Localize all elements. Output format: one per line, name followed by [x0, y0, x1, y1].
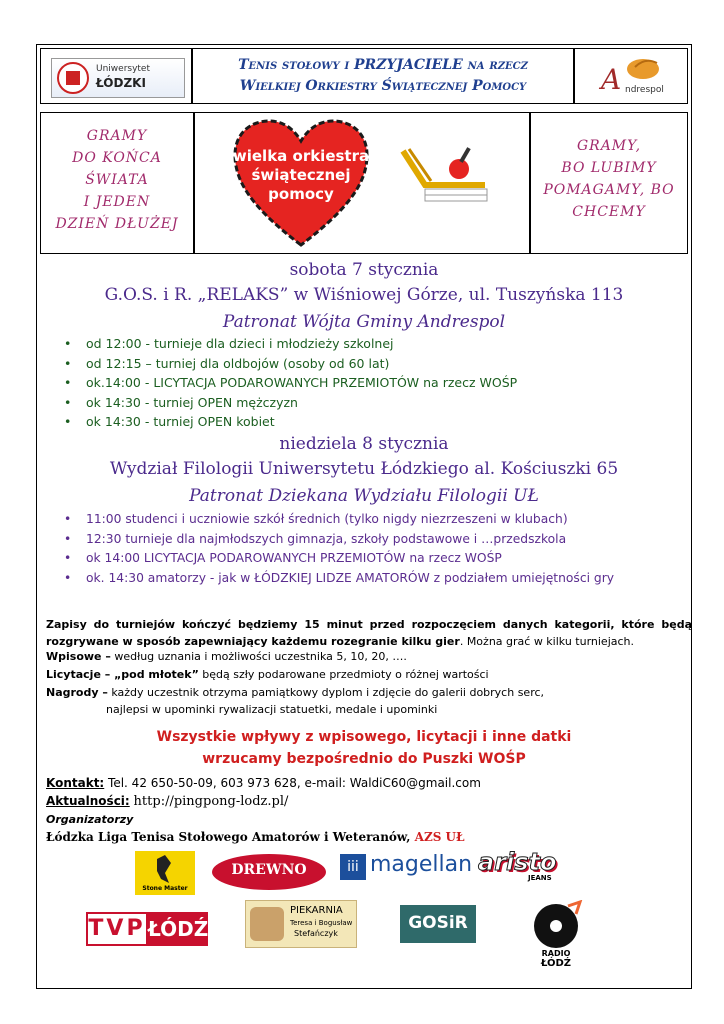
appeal-line2: wrzucamy bezpośrednio do Puszki WOŚP: [202, 751, 526, 767]
gosir-text: GOSiR: [408, 913, 468, 933]
aristo-text: aristo: [478, 848, 557, 876]
signup-rules-rest: . Można grać w kilku turniejach.: [459, 635, 635, 648]
ping-pong-logo: [395, 141, 495, 211]
day2-place: Wydział Filologii Uniwersytetu Łódzkiego al. Kościuszki 65: [109, 459, 619, 479]
aristo-logo: [478, 848, 566, 884]
fee-line: [46, 648, 692, 665]
schedule-item: • 11:00 studenci i uczniowie szkół średnich (tylko nigdy niezrzeszeni w klubach): [62, 510, 614, 530]
contact-text: Tel. 42 650-50-09, 603 973 628, e-mail: WaldiC60@gmail.com: [104, 776, 481, 790]
prizes-line: [46, 684, 692, 701]
piekarnia-logo: [245, 900, 357, 948]
schedule-item: • 12:30 turnieje dla najmłodszych gimnazja, szkoły podstawowe i …przedszkola: [62, 530, 614, 550]
piekarnia-sub1: Teresa i Bogusław: [290, 919, 353, 927]
andrespol-text: ndrespol: [625, 85, 664, 95]
news-line: [46, 793, 692, 810]
andrespol-logo: [595, 55, 671, 99]
schedule-item: • ok 14:30 - turniej OPEN mężczyzn: [62, 393, 517, 413]
radio-text-2: ŁÓDŹ: [540, 958, 572, 969]
university-emblem-icon: [56, 61, 90, 95]
slogan-right-line: GRAMY,: [576, 138, 642, 154]
contact-line: [46, 775, 692, 792]
magellan-logo: [340, 852, 473, 886]
piekarnia-bread-icon: [250, 907, 284, 941]
wosp-heart-line: świątecznej: [251, 166, 351, 184]
slogan-left-line: GRAMY: [86, 128, 148, 144]
news-label: Aktualności:: [46, 794, 130, 808]
slogan-left-cell: [40, 112, 194, 254]
slogan-right: [531, 135, 687, 223]
slogan-left: [41, 125, 193, 235]
day1-schedule: [62, 334, 517, 432]
radio-lodz-logo: [528, 900, 584, 972]
slogan-right-cell: [530, 112, 688, 254]
andrespol-letter: A: [601, 63, 622, 96]
ping-pong-table-icon: [395, 141, 495, 211]
page-title: [193, 55, 573, 97]
fee-text: według uznania i możliwości uczestnika 5, 10, 20, ….: [110, 650, 407, 663]
prizes-text: każdy uczestnik otrzyma pamiątkowy dyplom i zdjęcie do galerii dobrych serc,: [107, 686, 545, 699]
wosp-heart-line: wielka orkiestra: [232, 147, 370, 165]
slogan-table: [40, 112, 688, 254]
schedule-item: • od 12:00 - turnieje dla dzieci i młodzieży szkolnej: [62, 334, 517, 354]
slogan-left-line: ŚWIATA: [85, 172, 149, 188]
organizers-label: Organizatorzy: [46, 813, 134, 826]
drewno-text: DREWNO: [231, 862, 307, 878]
schedule-item: • od 12:15 – turniej dla oldbojów (osoby od 60 lat): [62, 354, 517, 374]
gosir-logo: [400, 905, 476, 943]
contact-label: Kontakt:: [46, 776, 105, 790]
appeal: [40, 726, 688, 770]
signup-rules: [46, 616, 692, 650]
slogan-right-line: CHCEMY: [572, 204, 646, 220]
slogan-right-line: POMAGAMY, BO: [543, 182, 675, 198]
day2-patron: Patronat Dziekana Wydziału Filologii UŁ: [189, 486, 539, 506]
schedule-item: • ok 14:00 LICYTACJA PODAROWANYCH PRZEMIOTÓW na rzecz WOŚP: [62, 549, 614, 569]
piekarnia-sub2: Stefańczyk: [294, 929, 338, 938]
day2-schedule: [62, 510, 614, 588]
appeal-line1: Wszystkie wpływy z wpisowego, licytacji i inne datki: [156, 729, 572, 745]
wosp-heart-line: pomocy: [268, 185, 334, 203]
day1-patron: Patronat Wójta Gminy Andrespol: [222, 312, 506, 332]
organizers-name: Łódzka Liga Tenisa Stołowego Amatorów i Weteranów,: [46, 830, 411, 844]
auction-line: [46, 666, 692, 683]
tvp-lodz-logo: [86, 908, 208, 946]
signup-rules-bold: Zapisy do turniejów kończyć będziemy 15 minut przed rozpoczęciem danych kategorii, które będą rozgrywane w sposób zapewniający każdemu rozegranie kilku gier: [46, 618, 692, 648]
stone-master-text: Stone Master: [142, 885, 188, 892]
organizers-azs: AZS UŁ: [410, 830, 465, 844]
header-left-cell: [40, 48, 192, 104]
magellan-text: magellan: [370, 852, 473, 877]
university-logo: [51, 58, 185, 98]
radio-lodz-record-icon: [528, 900, 584, 950]
tvp-text: TVP: [86, 912, 148, 946]
schedule-item: • ok. 14:30 amatorzy - jak w ŁÓDZKIEJ LIDZE AMATORÓW z podziałem umiejętności gry: [62, 569, 614, 589]
prizes-label: Nagrody –: [46, 686, 108, 699]
auction-quote: „pod młotek”: [110, 668, 199, 681]
auction-text: będą szły podarowane przedmioty o różnej wartości: [198, 668, 489, 681]
slogan-right-line: BO LUBIMY: [561, 160, 657, 176]
prizes-text-2: najlepsi w upominki rywalizacji statuetki, medale i upominki: [106, 703, 438, 716]
slogan-center-cell: [194, 112, 530, 254]
slogan-left-line: DZIEŃ DŁUŻEJ: [55, 216, 179, 232]
header-right-cell: [574, 48, 688, 104]
title-line1: Tenis stołowy i PRZYJACIELE na rzecz: [238, 57, 528, 73]
schedule-item: • ok.14:00 - LICYTACJA PODAROWANYCH PRZEMIOTÓW na rzecz WOŚP: [62, 373, 517, 393]
title-line2: Wielkiej Orkiestry Świątecznej Pomocy: [239, 78, 527, 94]
slogan-left-line: I JEDEN: [83, 194, 151, 210]
lodz-text: ŁÓDŹ: [148, 912, 208, 946]
day2-date: niedziela 8 stycznia: [279, 434, 449, 454]
magellan-mark-icon: iii: [340, 854, 366, 880]
header-title-cell: [192, 48, 574, 104]
schedule-item: • ok 14:30 - turniej OPEN kobiet: [62, 412, 517, 432]
fee-label: Wpisowe –: [46, 650, 111, 663]
auction-label: Licytacje –: [46, 668, 111, 681]
news-link[interactable]: http://pingpong-lodz.pl/: [133, 794, 289, 809]
wosp-heart-text: [231, 147, 371, 204]
radio-text: RADIO: [541, 949, 571, 958]
wosp-heart-logo: [231, 117, 371, 251]
slogan-left-line: DO KOŃCA: [72, 150, 162, 166]
piekarnia-text: PIEKARNIA: [290, 905, 343, 916]
aristo-sub: JEANS: [528, 874, 552, 882]
day1-place: G.O.S. i R. „RELAKS” w Wiśniowej Górze, ul. Tuszyńska 113: [104, 285, 624, 305]
day1-date: sobota 7 stycznia: [289, 260, 439, 280]
organizers-name-line: [46, 830, 465, 844]
university-logo-line2: ŁÓDZKI: [96, 76, 146, 90]
university-logo-line1: Uniwersytet: [96, 64, 150, 74]
header-table: [40, 48, 688, 104]
stone-master-logo: [135, 851, 195, 895]
drewno-logo: [210, 852, 328, 892]
